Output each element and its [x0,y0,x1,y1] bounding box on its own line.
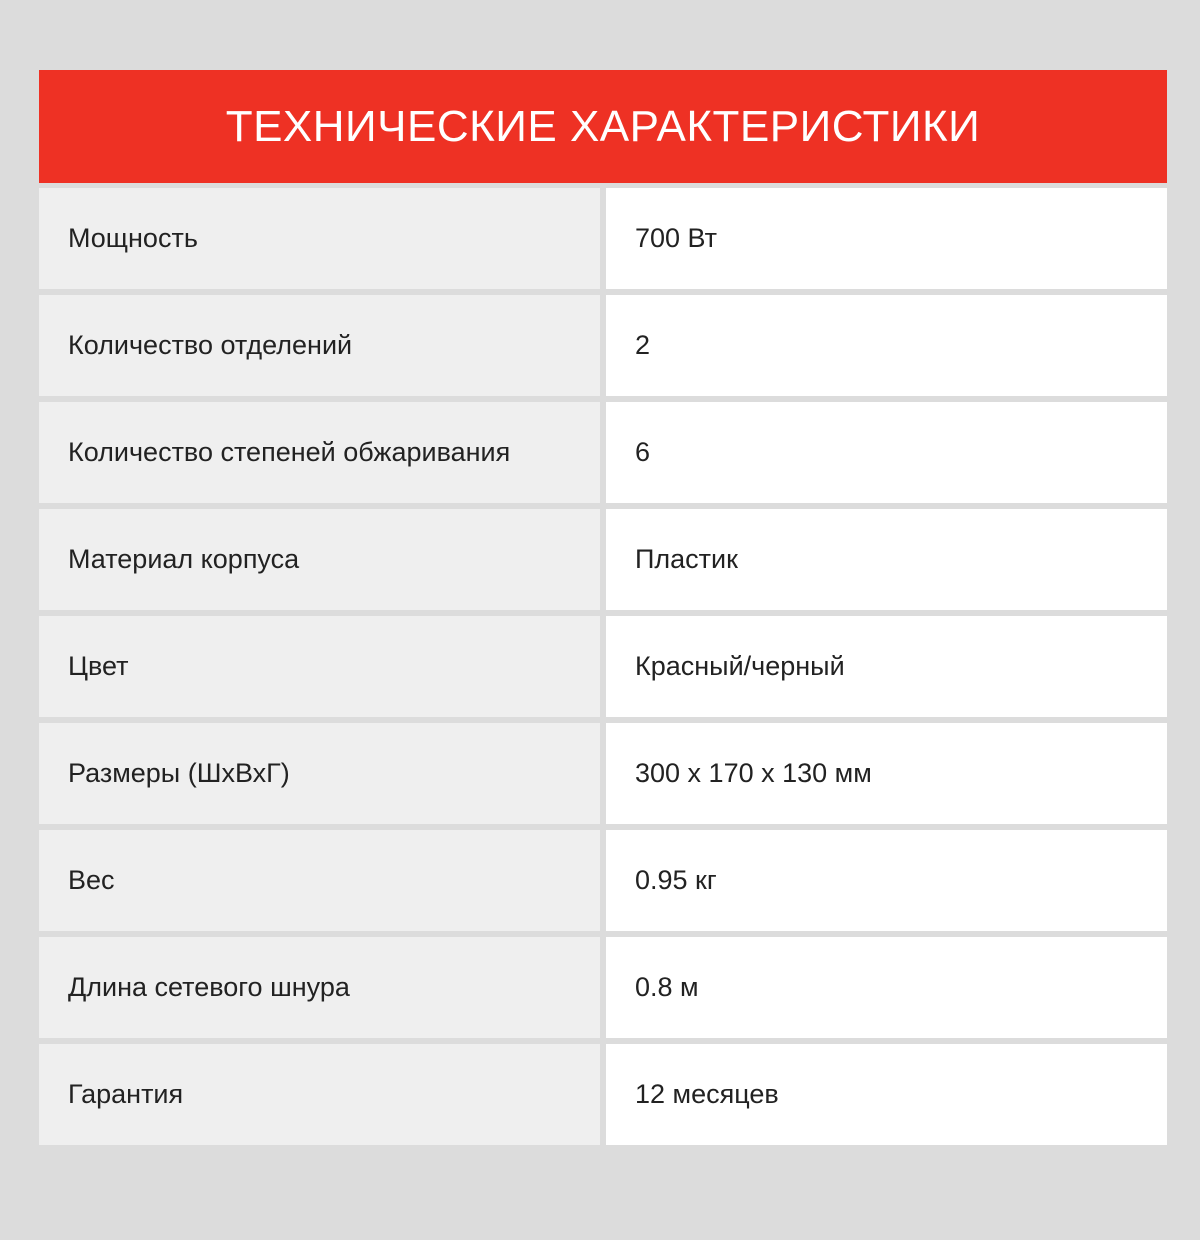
spec-label: Количество отделений [68,330,353,360]
spec-label-cell [39,509,600,610]
spec-value-cell [606,830,1167,931]
spec-value: 6 [635,437,651,467]
spec-value: Красный/черный [635,651,845,681]
spec-value: 0.8 м [635,972,699,1002]
spec-label: Материал корпуса [68,544,300,574]
spec-value-cell [606,937,1167,1038]
spec-value: 300 x 170 x 130 мм [635,758,872,788]
spec-label: Цвет [68,651,129,681]
spec-row-power [39,188,1167,289]
spec-value-cell [606,402,1167,503]
spec-value: 700 Вт [635,223,718,253]
spec-row-dimensions [39,723,1167,824]
spec-table [39,188,1167,1145]
spec-value: 0.95 кг [635,865,717,895]
spec-value-cell [606,1044,1167,1145]
spec-row-warranty [39,1044,1167,1145]
spec-label-cell [39,295,600,396]
spec-row-body-material [39,509,1167,610]
spec-label-cell [39,188,600,289]
spec-value: Пластик [635,544,738,574]
spec-label: Гарантия [68,1079,184,1109]
spec-label-cell [39,402,600,503]
page-title: ТЕХНИЧЕСКИЕ ХАРАКТЕРИСТИКИ [225,101,981,151]
spec-label-cell [39,830,600,931]
spec-row-cord-length [39,937,1167,1038]
spec-value: 12 месяцев [635,1079,779,1109]
spec-label-cell [39,616,600,717]
spec-label-cell [39,1044,600,1145]
spec-label: Размеры (ШхВхГ) [68,758,290,788]
spec-label: Вес [68,865,115,895]
spec-row-color [39,616,1167,717]
spec-header [39,70,1167,183]
spec-row-weight [39,830,1167,931]
spec-label-cell [39,723,600,824]
spec-value-cell [606,188,1167,289]
spec-value-cell [606,723,1167,824]
spec-value-cell [606,295,1167,396]
spec-label: Количество степеней обжаривания [68,437,511,467]
spec-row-browning-levels [39,402,1167,503]
spec-value: 2 [635,330,651,360]
spec-label-cell [39,937,600,1038]
spec-row-compartments [39,295,1167,396]
spec-value-cell [606,616,1167,717]
spec-label: Мощность [68,223,198,253]
spec-card [39,70,1167,1145]
spec-label: Длина сетевого шнура [68,972,350,1002]
spec-value-cell [606,509,1167,610]
